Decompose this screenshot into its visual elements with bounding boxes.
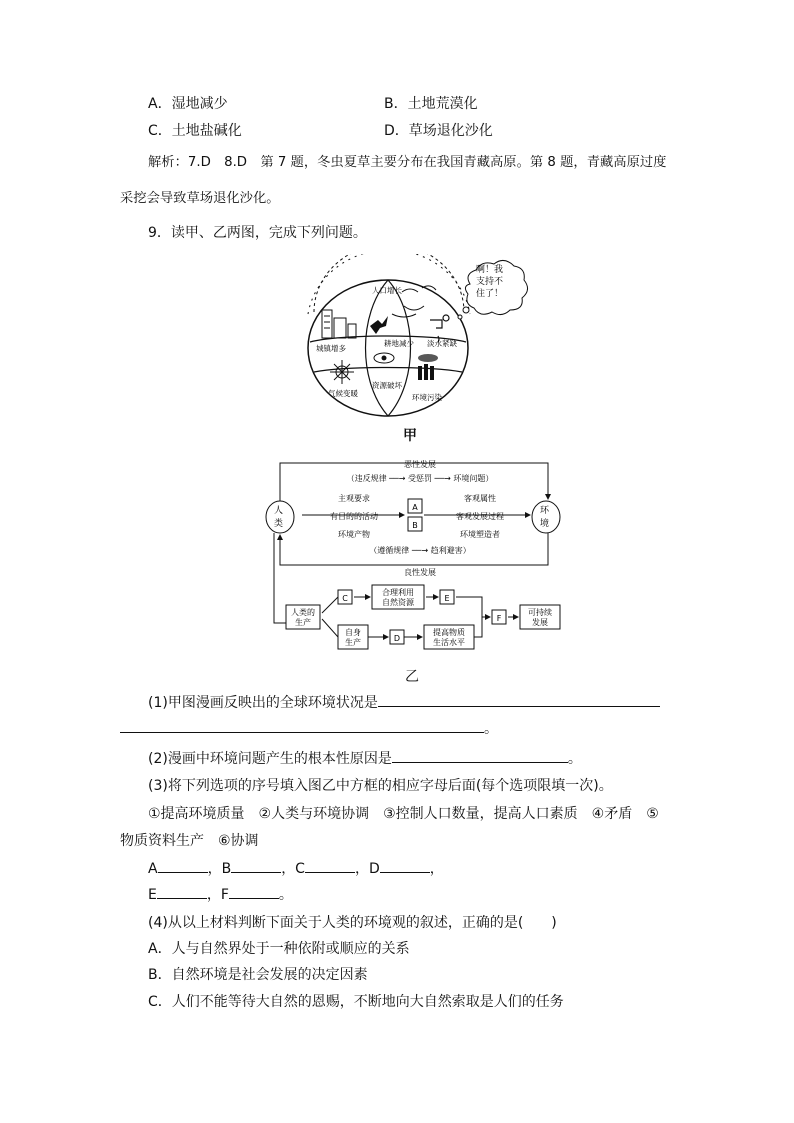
sector-water: 淡水紧缺 [427, 339, 457, 348]
living-label-2: 生活水平 [433, 638, 465, 647]
fill-row-2-end: 。 [278, 887, 293, 903]
resource-use-label-2: 自然资源 [382, 598, 414, 607]
living-label-1: 提高物质 [433, 628, 465, 637]
self-production-label-1: 自身 [345, 628, 361, 637]
sector-population: 人口增长 [372, 286, 402, 295]
figure-yi-caption: 乙 [405, 669, 419, 685]
analysis-line-2: 采挖会导致草场退化沙化。 [120, 191, 280, 206]
top-sub: （违反规律 ──→ 受惩罚 ──→ 环境问题） [346, 474, 494, 483]
fill-d-label: ，D [354, 861, 380, 877]
subq-1-cont [120, 718, 498, 740]
fill-c-label: ，C [281, 861, 305, 877]
bubble-line-3: 住了！ [476, 289, 504, 299]
fill-b-blank[interactable] [231, 858, 281, 873]
fill-a-blank[interactable] [158, 858, 208, 873]
env-label-2: 境 [540, 519, 550, 529]
right-row-3: 环境塑造者 [460, 530, 500, 539]
figure-jia-caption: 甲 [403, 428, 417, 444]
sector-resources: 资源破坏 [372, 381, 402, 390]
subq-1-text: (1)甲图漫画反映出的全球环境状况是 [148, 695, 378, 711]
top-label: 恶性发展 [404, 460, 436, 469]
left-row-2: 有目的的活动 [330, 512, 378, 521]
left-row-3: 环境产物 [338, 530, 370, 539]
answer-blank-1b[interactable] [120, 718, 484, 733]
fill-e-label: E [148, 887, 157, 903]
fill-b-label: ，B [207, 861, 232, 877]
self-production-label-2: 生产 [345, 638, 361, 647]
subq-4-option-b: B．自然环境是社会发展的决定因素 [148, 967, 368, 983]
fill-a-label: A [148, 861, 158, 877]
bubble-line-1: 啊！我 [476, 265, 504, 275]
answer-blank-2[interactable] [392, 748, 568, 763]
subq-2-text: (2)漫画中环境问题产生的根本性原因是 [148, 751, 392, 767]
box-e-label: E [444, 594, 450, 603]
subq-3-options-2: 物质资料生产 ⑥协调 [120, 833, 259, 849]
subq-1-end: 。 [484, 721, 498, 737]
subq-1 [148, 692, 660, 714]
option-c: C．土地盐碱化 [148, 123, 242, 139]
human-label-1: 人 [274, 506, 284, 516]
subq-4-option-a: A．人与自然界处于一种依附或顺应的关系 [148, 941, 410, 957]
fill-row-1-end: ， [429, 861, 444, 877]
subq-4: (4)从以上材料判断下面关于人类的环境观的叙述，正确的是( ) [148, 915, 557, 931]
question-9-stem: 9．读甲、乙两图，完成下列问题。 [148, 225, 367, 241]
human-label-2: 类 [274, 519, 284, 529]
fill-e-blank[interactable] [157, 884, 207, 899]
box-f-label: F [496, 614, 502, 623]
subq-2 [148, 748, 582, 770]
fill-row-1 [148, 858, 444, 880]
sector-pollution: 环境污染 [412, 393, 442, 402]
analysis-line-1: 解析：7.D 8.D 第 7 题，冬虫夏草主要分布在我国青藏高原。第 8 题，青藏高原过度 [148, 155, 667, 170]
speech-bubble [458, 260, 528, 319]
production-label-1: 人类的 [291, 608, 315, 617]
box-a-label: A [412, 503, 418, 512]
fill-c-blank[interactable] [305, 858, 355, 873]
sector-towns: 城镇增多 [316, 344, 346, 353]
sustainable-label-1: 可持续 [528, 608, 552, 617]
right-row-2: 客观发展过程 [456, 512, 504, 521]
bottom-label: 良性发展 [404, 568, 436, 577]
figure-jia [300, 254, 530, 419]
fill-row-2 [148, 884, 293, 906]
subq-3: (3)将下列选项的序号填入图乙中方框的相应字母后面(每个选项限填一次)。 [148, 778, 613, 794]
subq-2-end: 。 [567, 751, 582, 767]
box-b-label: B [412, 521, 418, 530]
box-d-label: D [393, 634, 401, 643]
subq-4-option-c: C．人们不能等待大自然的恩赐，不断地向大自然索取是人们的任务 [148, 994, 564, 1010]
option-b: B．土地荒漠化 [384, 96, 478, 112]
fill-f-blank[interactable] [229, 884, 279, 899]
bottom-sub: （遵循规律 ──→ 趋利避害） [369, 546, 471, 555]
resource-use-label-1: 合理利用 [382, 588, 414, 597]
figure-yi [262, 455, 572, 655]
sector-climate: 气候变暖 [328, 389, 358, 398]
production-label-2: 生产 [295, 618, 311, 627]
left-row-1: 主观要求 [338, 494, 370, 503]
env-label-1: 环 [540, 506, 550, 516]
bubble-line-2: 支持不 [476, 277, 504, 287]
sustainable-label-2: 发展 [532, 618, 548, 627]
right-row-1: 客观属性 [464, 494, 496, 503]
sector-farmland: 耕地减少 [384, 339, 414, 348]
fill-f-label: ，F [206, 887, 229, 903]
box-c-label: C [342, 594, 348, 603]
option-d: D．草场退化沙化 [384, 123, 493, 139]
answer-blank-1a[interactable] [378, 692, 660, 707]
option-a: A．湿地减少 [148, 96, 228, 112]
subq-3-options-1: ①提高环境质量 ②人类与环境协调 ③控制人口数量，提高人口素质 ④矛盾 ⑤ [148, 806, 659, 822]
fill-d-blank[interactable] [380, 858, 430, 873]
